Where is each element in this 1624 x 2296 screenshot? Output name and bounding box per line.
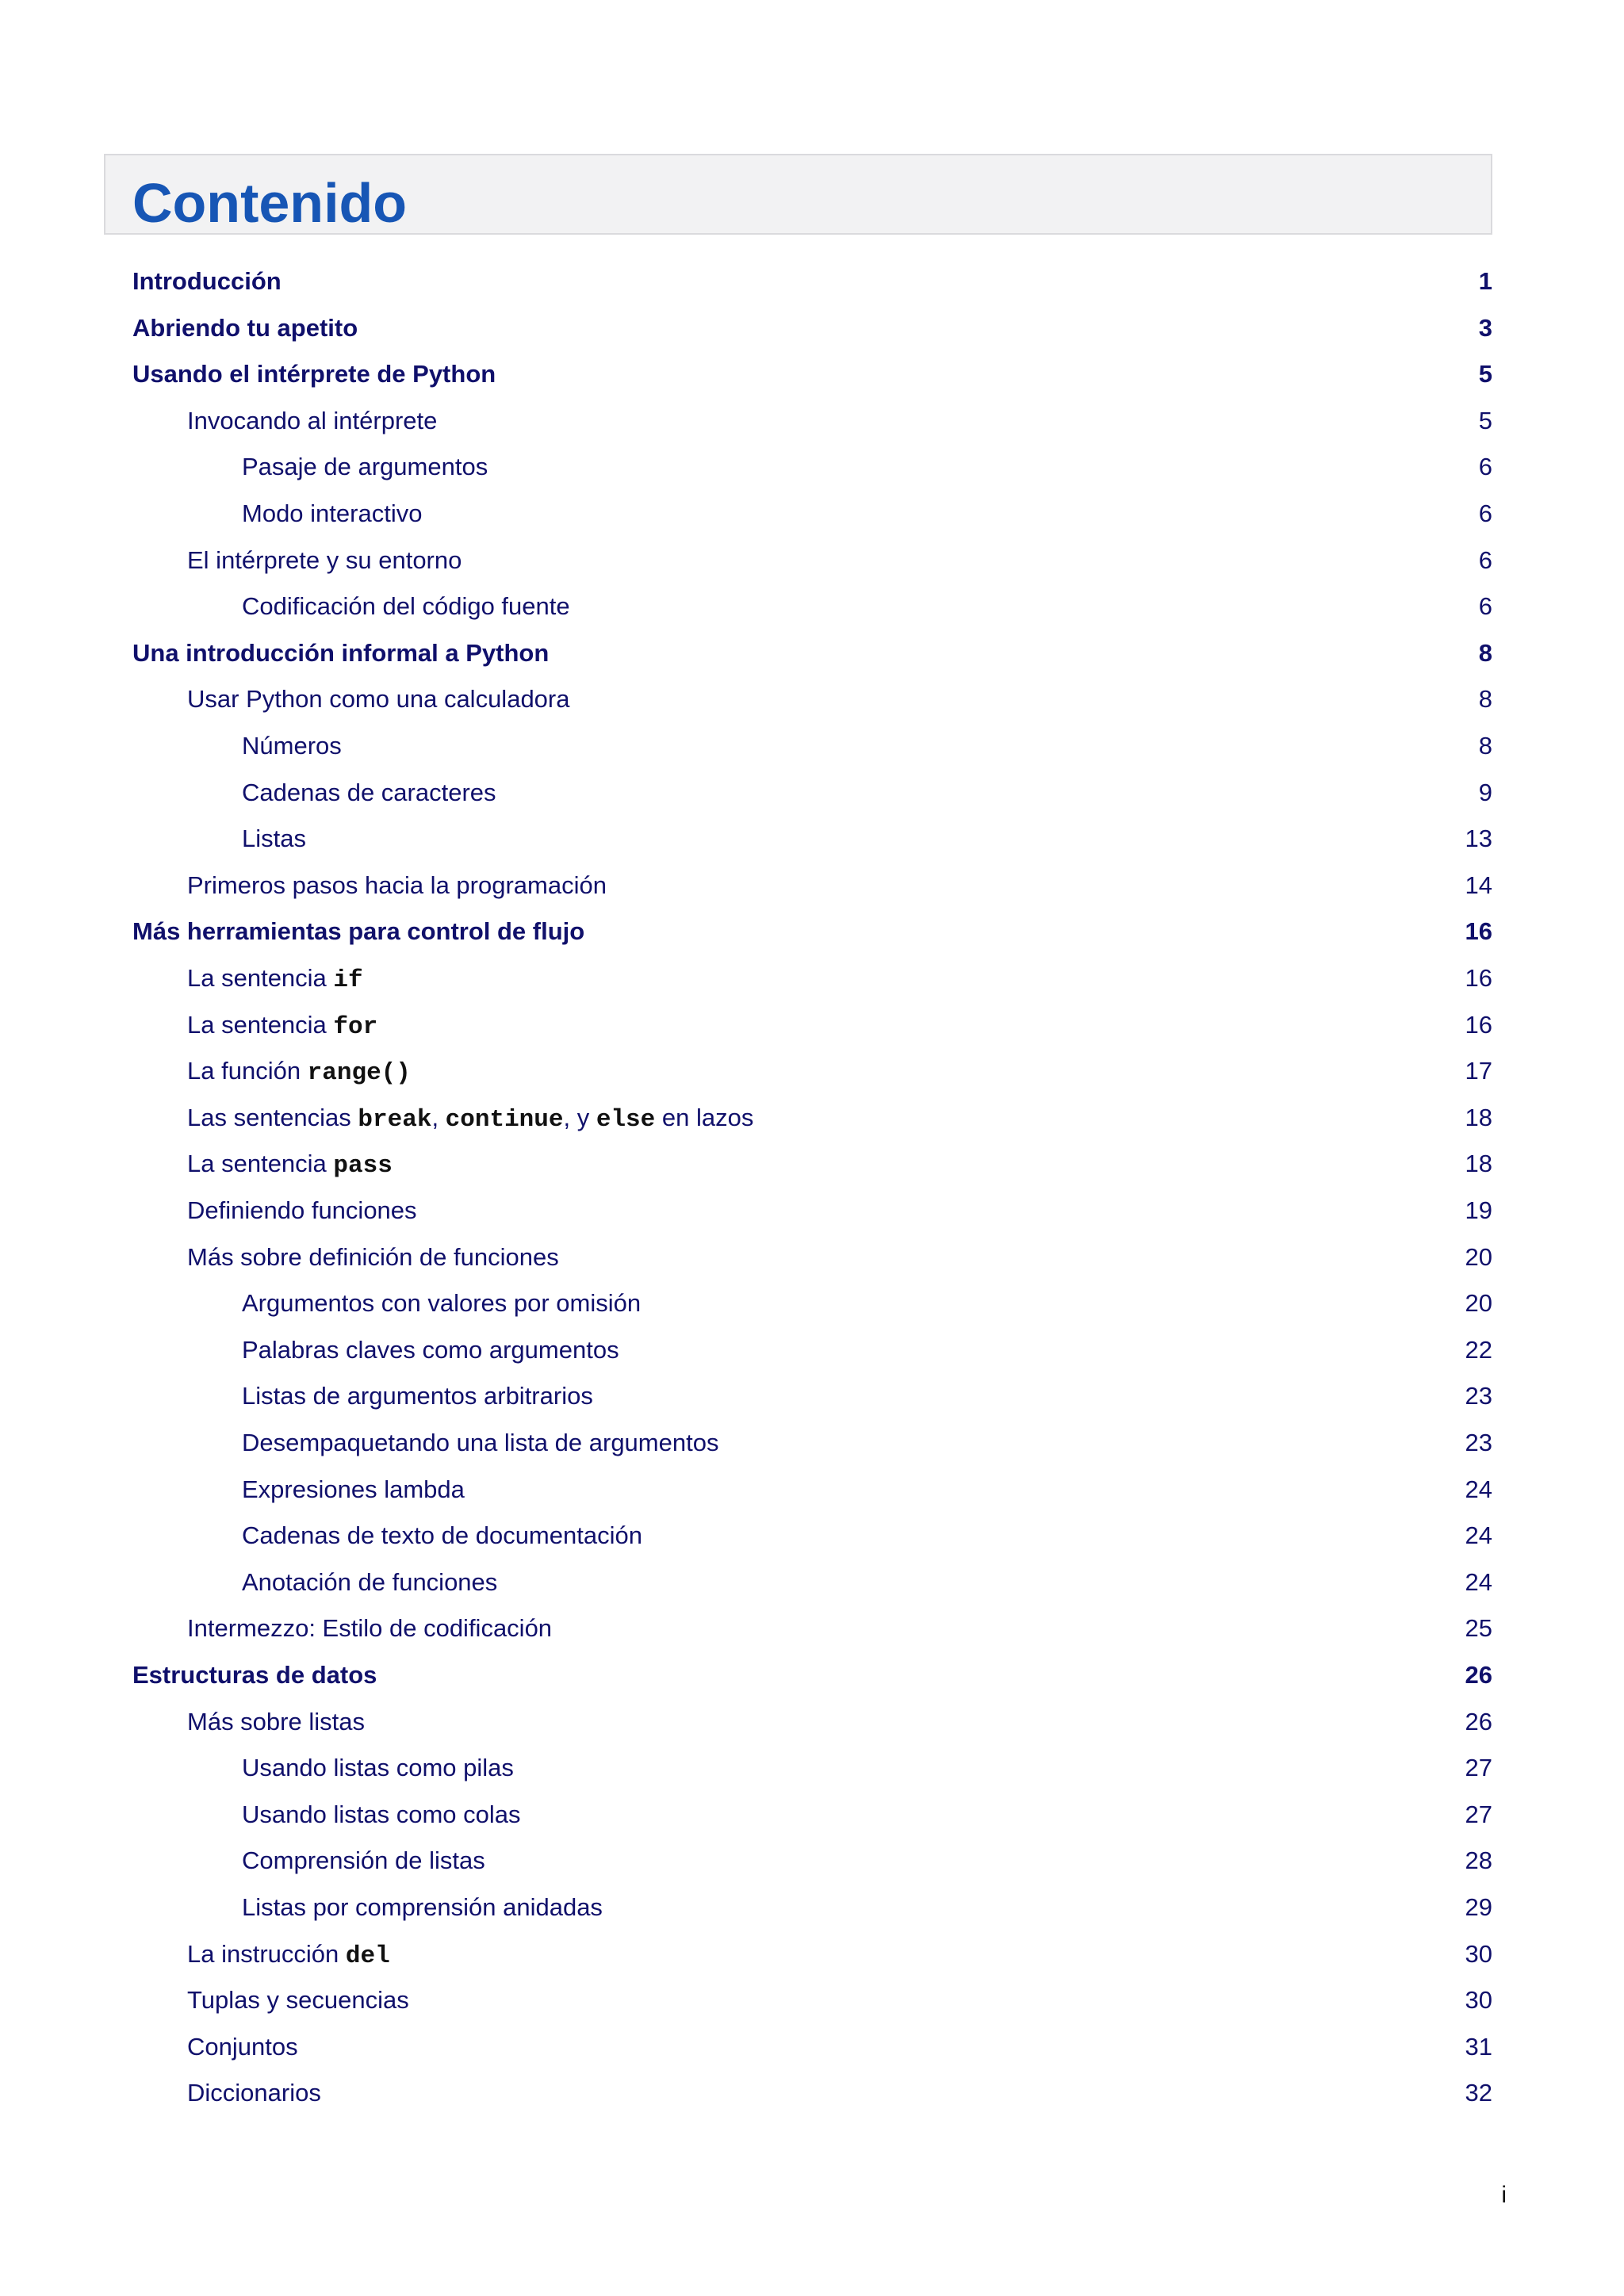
toc-entry-title xyxy=(187,2024,298,2070)
toc-entry[interactable] xyxy=(187,2024,1492,2070)
toc-entry-text: Argumentos con valores por omisión xyxy=(242,1289,642,1317)
toc-entry-text: Listas xyxy=(242,825,306,852)
toc-page-number: 16 xyxy=(1465,917,1492,945)
toc-entry[interactable] xyxy=(242,770,1492,816)
toc-entry[interactable] xyxy=(187,1931,1492,1977)
toc-entry-title xyxy=(187,676,569,722)
toc-page-number: 18 xyxy=(1465,1150,1492,1177)
toc-page-number: 20 xyxy=(1465,1289,1492,1317)
code-keyword: if xyxy=(333,966,363,994)
toc-entry[interactable] xyxy=(242,584,1492,629)
toc-entry-title xyxy=(132,630,549,676)
toc-page-number: 26 xyxy=(1465,1661,1492,1689)
toc-page-number: 20 xyxy=(1465,1243,1492,1271)
toc-entry-title xyxy=(187,1048,411,1096)
toc-entry[interactable] xyxy=(242,1327,1492,1373)
toc-entry-title xyxy=(242,1373,593,1419)
toc-entry[interactable] xyxy=(132,1652,1492,1698)
toc-entry[interactable] xyxy=(187,1048,1492,1094)
toc-entry[interactable] xyxy=(242,1792,1492,1838)
toc-page-number: 16 xyxy=(1465,1011,1492,1039)
toc-entry[interactable] xyxy=(242,1559,1492,1605)
toc-page-number: 23 xyxy=(1465,1382,1492,1410)
toc-entry[interactable] xyxy=(132,258,1492,304)
toc-entry-text: en lazos xyxy=(655,1104,754,1131)
toc-entry[interactable] xyxy=(187,1605,1492,1651)
toc-entry-title xyxy=(187,398,437,444)
toc-page-number: 22 xyxy=(1465,1336,1492,1364)
toc-entry[interactable] xyxy=(132,305,1492,351)
page-number: i xyxy=(1501,2182,1507,2208)
toc-entry[interactable] xyxy=(242,1885,1492,1931)
toc-entry[interactable] xyxy=(132,630,1492,676)
code-keyword: range() xyxy=(307,1059,411,1087)
toc-entry-title xyxy=(187,863,607,909)
toc-page-number: 30 xyxy=(1465,1986,1492,2014)
toc-entry-text: Listas por comprensión anidadas xyxy=(242,1893,603,1921)
toc-entry-title xyxy=(242,770,496,816)
toc-page-number: 31 xyxy=(1465,2033,1492,2061)
toc-entry[interactable] xyxy=(242,816,1492,862)
toc-entry-title xyxy=(132,258,282,304)
toc-entry-text: Las sentencias xyxy=(187,1104,358,1131)
toc-page-number: 8 xyxy=(1478,732,1492,760)
toc-entry-title xyxy=(242,444,488,490)
toc-entry-text: Cadenas de caracteres xyxy=(242,779,496,806)
toc-page-number: 5 xyxy=(1478,360,1492,388)
code-keyword: else xyxy=(596,1106,656,1134)
toc-entry[interactable] xyxy=(242,1838,1492,1884)
toc-page-number: 32 xyxy=(1465,2079,1492,2107)
toc-entry[interactable] xyxy=(132,351,1492,397)
toc-entry-text: Usando listas como colas xyxy=(242,1800,521,1828)
toc-entry[interactable] xyxy=(187,1699,1492,1745)
toc-page-number: 6 xyxy=(1478,592,1492,620)
toc-entry[interactable] xyxy=(242,1420,1492,1466)
code-keyword: break xyxy=(358,1106,432,1134)
toc-entry-text: Primeros pasos hacia la programación xyxy=(187,871,607,899)
toc-entry-text: Pasaje de argumentos xyxy=(242,453,488,480)
toc-entry-title xyxy=(242,1327,619,1373)
toc-entry-text: La sentencia xyxy=(187,964,334,992)
toc-entry-title xyxy=(242,1513,642,1559)
toc-entry-title xyxy=(132,1652,377,1698)
toc-entry-text: Listas de argumentos arbitrarios xyxy=(242,1382,593,1410)
toc-entry-title xyxy=(242,1745,514,1791)
toc-entry-title xyxy=(187,1977,409,2023)
toc-entry-text: Comprensión de listas xyxy=(242,1846,485,1874)
code-keyword: for xyxy=(333,1013,378,1041)
toc-entry[interactable] xyxy=(187,538,1492,584)
toc-page-number: 3 xyxy=(1478,314,1492,342)
toc-entry-title xyxy=(132,909,584,955)
toc-page-number: 16 xyxy=(1465,964,1492,992)
toc-page-number: 13 xyxy=(1465,825,1492,852)
toc-entry[interactable] xyxy=(187,863,1492,909)
toc-entry-title xyxy=(187,1002,377,1050)
toc-page-number: 8 xyxy=(1478,639,1492,667)
toc-page-number: 5 xyxy=(1478,407,1492,434)
toc-entry-title xyxy=(242,723,342,769)
toc-entry[interactable] xyxy=(187,1234,1492,1280)
toc-entry-title xyxy=(242,1420,718,1466)
toc-entry[interactable] xyxy=(187,1977,1492,2023)
toc-entry[interactable] xyxy=(242,1467,1492,1513)
toc-entry[interactable] xyxy=(187,1095,1492,1141)
toc-entry-text: Anotación de funciones xyxy=(242,1568,498,1596)
toc-page-number: 25 xyxy=(1465,1614,1492,1642)
toc-page-number: 9 xyxy=(1478,779,1492,806)
toc-entry[interactable] xyxy=(242,491,1492,537)
toc-entry-title xyxy=(187,1188,417,1234)
toc-entry-text: Conjuntos xyxy=(187,2033,298,2061)
toc-entry-text: El intérprete y su entorno xyxy=(187,546,462,574)
toc-entry[interactable] xyxy=(242,444,1492,490)
toc-entry-text: Modo interactivo xyxy=(242,499,423,527)
toc-page-number: 24 xyxy=(1465,1521,1492,1549)
toc-entry-title xyxy=(187,1095,753,1143)
toc-page-number: 6 xyxy=(1478,546,1492,574)
toc-entry-text: , y xyxy=(563,1104,596,1131)
toc-page-number: 8 xyxy=(1478,685,1492,713)
toc-entry-title xyxy=(242,816,306,862)
toc-entry[interactable] xyxy=(242,1745,1492,1791)
toc-entry-title xyxy=(242,1792,521,1838)
toc-entry-text: Una introducción informal a Python xyxy=(132,639,550,667)
toc-page-number: 27 xyxy=(1465,1800,1492,1828)
toc-page-number: 24 xyxy=(1465,1475,1492,1503)
toc-entry-text: Usando el intérprete de Python xyxy=(132,360,496,388)
toc-entry-text: Codificación del código fuente xyxy=(242,592,570,620)
toc-entry-text: La sentencia xyxy=(187,1150,334,1177)
toc-entry-title xyxy=(187,1605,552,1651)
toc-entry[interactable] xyxy=(187,2070,1492,2116)
toc-page-number: 6 xyxy=(1478,499,1492,527)
toc-entry-title xyxy=(187,1141,393,1189)
toc-entry-text: Desempaquetando una lista de argumentos xyxy=(242,1429,719,1456)
toc-page-number: 14 xyxy=(1465,871,1492,899)
toc-entry-title xyxy=(187,1931,390,1980)
toc-entry-title xyxy=(242,1559,497,1605)
toc-entry-text: La función xyxy=(187,1057,308,1085)
toc-page-number: 26 xyxy=(1465,1708,1492,1735)
toc-entry-title xyxy=(242,1467,465,1513)
toc-entry-text: Expresiones lambda xyxy=(242,1475,465,1503)
toc-entry-title xyxy=(187,955,363,1004)
toc-entry-text: Diccionarios xyxy=(187,2079,321,2107)
toc-entry-title xyxy=(242,491,422,537)
toc-page-number: 30 xyxy=(1465,1940,1492,1968)
toc-entry-text: Invocando al intérprete xyxy=(187,407,438,434)
code-keyword: continue xyxy=(445,1106,564,1134)
toc-entry-text: Usar Python como una calculadora xyxy=(187,685,570,713)
toc-entry-title xyxy=(242,1885,603,1931)
toc-entry[interactable] xyxy=(242,1373,1492,1419)
toc-entry[interactable] xyxy=(242,1513,1492,1559)
toc-page-number: 28 xyxy=(1465,1846,1492,1874)
toc-entry[interactable] xyxy=(187,676,1492,722)
toc-entry-title xyxy=(132,305,358,351)
toc-entry-text: Estructuras de datos xyxy=(132,1661,377,1689)
toc-entry[interactable] xyxy=(187,955,1492,1001)
toc-entry-text: Introducción xyxy=(132,267,282,295)
toc-entry[interactable] xyxy=(187,1002,1492,1048)
toc-entry-title xyxy=(187,2070,321,2116)
toc-entry-title xyxy=(187,538,462,584)
toc-entry-title xyxy=(187,1234,559,1280)
toc-entry-text: Palabras claves como argumentos xyxy=(242,1336,619,1364)
toc-page-number: 23 xyxy=(1465,1429,1492,1456)
toc-entry[interactable] xyxy=(242,1280,1492,1326)
toc-entry-text: Más sobre listas xyxy=(187,1708,365,1735)
title-box xyxy=(104,154,1492,235)
toc-entry-title xyxy=(132,351,496,397)
toc-entry-title xyxy=(187,1699,365,1745)
toc-page-number: 29 xyxy=(1465,1893,1492,1921)
toc-entry[interactable] xyxy=(132,909,1492,955)
toc-entry-text: Más sobre definición de funciones xyxy=(187,1243,559,1271)
toc-entry-text: , xyxy=(431,1104,446,1131)
toc-entry[interactable] xyxy=(187,1188,1492,1234)
toc-entry[interactable] xyxy=(187,398,1492,444)
toc-entry-text: Tuplas y secuencias xyxy=(187,1986,409,2014)
code-keyword: pass xyxy=(333,1152,393,1180)
toc-page-number: 6 xyxy=(1478,453,1492,480)
toc-entry[interactable] xyxy=(242,723,1492,769)
toc-entry-text: La sentencia xyxy=(187,1011,334,1039)
toc-page-number: 27 xyxy=(1465,1754,1492,1781)
toc-page-number: 19 xyxy=(1465,1196,1492,1224)
toc-page-number: 1 xyxy=(1478,267,1492,295)
toc-entry-title xyxy=(242,1280,641,1326)
toc-page-number: 24 xyxy=(1465,1568,1492,1596)
toc-page-number: 18 xyxy=(1465,1104,1492,1131)
toc-entry-text: La instrucción xyxy=(187,1940,346,1968)
toc-entry-title xyxy=(242,584,570,629)
toc-entry-text: Usando listas como pilas xyxy=(242,1754,514,1781)
toc-page-number: 17 xyxy=(1465,1057,1492,1085)
toc-entry[interactable] xyxy=(187,1141,1492,1187)
toc-entry-text: Cadenas de texto de documentación xyxy=(242,1521,642,1549)
code-keyword: del xyxy=(345,1942,390,1970)
toc-entry-title xyxy=(242,1838,485,1884)
toc-entry-text: Definiendo funciones xyxy=(187,1196,417,1224)
page-title: Contenido xyxy=(132,172,408,234)
toc-entry-text: Más herramientas para control de flujo xyxy=(132,917,585,945)
toc-entry-text: Intermezzo: Estilo de codificación xyxy=(187,1614,553,1642)
toc-entry-text: Abriendo tu apetito xyxy=(132,314,358,342)
toc-entry-text: Números xyxy=(242,732,342,760)
